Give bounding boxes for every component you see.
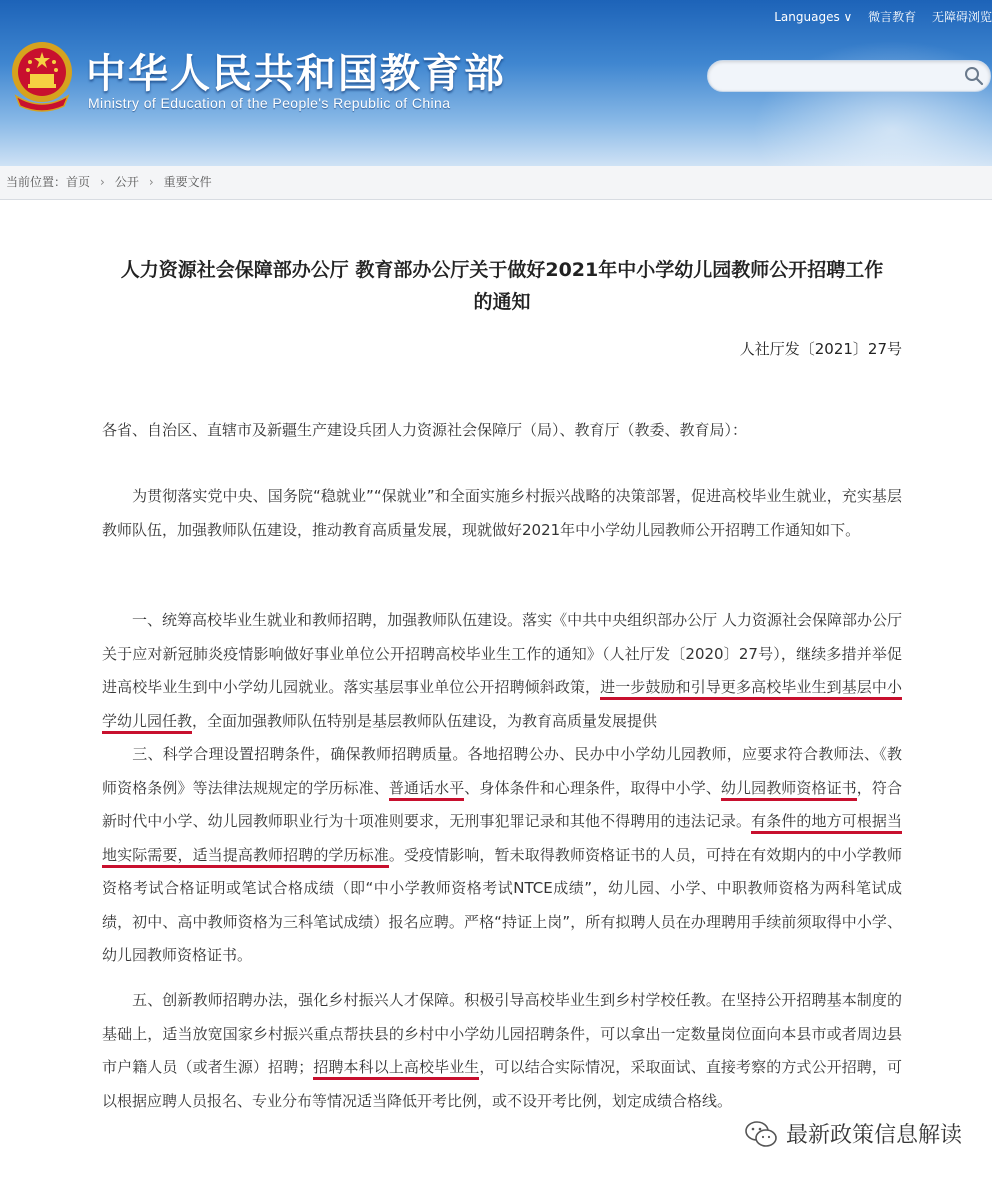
section-3-paragraph (102, 738, 902, 973)
section-1-paragraph (102, 604, 902, 738)
section-3-text-a: 三、科学合理设置招聘条件，确保教师招聘质量。各地招聘公办、民办中小学幼儿园教师，应要求符合教师法、《教师资格条例》等法律法规规定的学历标准、 (102, 745, 902, 797)
highlight-bachelor-graduates: 招聘本科以上高校毕业生 (313, 1058, 479, 1080)
document-number: 人社厅发〔2021〕27号 (739, 340, 902, 358)
article-title (70, 254, 934, 318)
article-title-line2: 的通知 (473, 291, 531, 313)
highlight-raise-education-standard: 有条件的地方可根据当地实际需要，适当提高教师招聘的学历标准 (102, 812, 902, 868)
national-emblem-icon (10, 40, 74, 112)
banner-decoration (752, 40, 992, 166)
section-3-text-c: ，符合新时代中小学、幼儿园教师职业行为十项准则要求，无刑事犯罪记录和其他不得聘用的违法记录。 (102, 778, 902, 830)
article-title-line1: 人力资源社会保障部办公厅 教育部办公厅关于做好2021年中小学幼儿园教师公开招聘工作 (120, 259, 884, 281)
languages-link[interactable]: Languages ∨ (774, 10, 853, 24)
section-3-text-b: 、身体条件和心理条件，取得中小学、 (464, 778, 721, 797)
section-5-text-a: 五、创新教师招聘办法，强化乡村振兴人才保障。积极引导高校毕业生到乡村学校任教。在坚持公开招聘基本制度的基础上，适当放宽国家乡村振兴重点帮扶县的乡村中小学幼儿园招聘条件，可以拿出一定数量岗位面向本县市或者周边县市户籍人员（或者生源）招聘； (102, 991, 902, 1076)
highlight-teacher-certificate: 幼儿园教师资格证书 (721, 779, 857, 801)
accessibility-link[interactable]: 无障碍浏览 (931, 10, 992, 24)
site-subtitle: Ministry of Education of the People's Republic of China (88, 95, 451, 111)
addressee-text: 各省、自治区、直辖市及新疆生产建设兵团人力资源社会保障厅（局）、教育厅（教委、教育局）： (102, 421, 748, 439)
highlight-encourage-graduates: 进一步鼓励和引导更多高校毕业生到基层中小学幼儿园任教 (102, 678, 902, 734)
section-5-text-b: ，可以结合实际情况，采取面试、直接考察的方式公开招聘，可以根据应聘人员报名、专业分布等情况适当降低开考比例，或不设开考比例，划定成绩合格线。 (102, 1058, 902, 1110)
wechat-icon (744, 1119, 778, 1149)
site-title[interactable]: 中华人民共和国教育部 (86, 51, 506, 97)
top-links (762, 8, 992, 25)
section-5-paragraph (102, 984, 902, 1118)
chevron-right-icon: › (148, 175, 154, 189)
breadcrumb-home[interactable]: 首页 (66, 175, 91, 189)
addressee-paragraph (102, 414, 902, 448)
section-1-text-b: ，全面加强教师队伍特别是基层教师队伍建设，为教育高质量发展提供 (192, 711, 658, 730)
breadcrumb (0, 166, 992, 200)
highlight-mandarin-level: 普通话水平 (389, 779, 464, 801)
wechat-watermark (744, 1118, 962, 1149)
search-input[interactable] (722, 61, 966, 91)
search-icon[interactable] (964, 66, 984, 86)
breadcrumb-label: 当前位置： (6, 175, 67, 189)
watermark-text: 最新政策信息解读 (785, 1123, 962, 1148)
section-1-text-a: 一、统筹高校毕业生就业和教师招聘，加强教师队伍建设。落实《中共中央组织部办公厅 人力资源社会保障部办公厅关于应对新冠肺炎疫情影响做好事业单位公开招聘高校毕业生工作的通知》（人社厅发〔2020〕27号），继续多措并举促进高校毕业生到中小学幼儿园就业。落实基层事业单位公开招聘倾斜政策， (102, 611, 902, 696)
intro-paragraph (102, 480, 902, 547)
header-banner (0, 0, 992, 166)
section-3-text-d: 。受疫情影响，暂未取得教师资格证书的人员，可持在有效期内的中小学教师资格考试合格证明或笔试合格成绩（即“中小学教师资格考试NTCE成绩”，幼儿园、小学、中职教师资格为两科笔试成绩，初中、高中教师资格为三科笔试成绩）报名应聘。严格“持证上岗”，所有拟聘人员在办理聘用手续前须取得中小学、幼儿园教师资格证书。 (102, 845, 902, 964)
breadcrumb-important-files[interactable]: 重要文件 (163, 175, 212, 189)
weiyan-education-link[interactable]: 微言教育 (868, 10, 917, 24)
search-box (707, 60, 991, 92)
intro-text: 为贯彻落实党中央、国务院“稳就业”“保就业”和全面实施乡村振兴战略的决策部署，促进高校毕业生就业，充实基层教师队伍，加强教师队伍建设，推动教育高质量发展，现就做好2021年中小学幼儿园教师公开招聘工作通知如下。 (102, 487, 902, 539)
breadcrumb-public[interactable]: 公开 (114, 175, 139, 189)
chevron-right-icon: › (100, 175, 105, 189)
